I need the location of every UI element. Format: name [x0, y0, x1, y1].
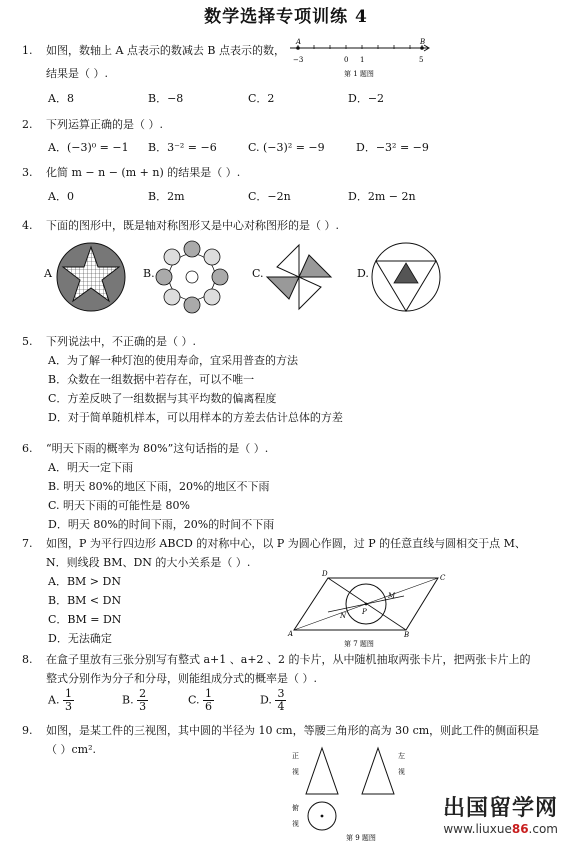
point-n-label: N: [340, 612, 347, 620]
point-a-label: A: [296, 38, 302, 46]
pinwheel-figure: [263, 241, 335, 313]
q7-option-d: D．无法确定: [48, 632, 112, 645]
q4-option-b-label: B.: [143, 267, 155, 280]
parallelogram-figure: [288, 570, 458, 650]
front-view-label-2: 视: [292, 768, 299, 776]
point-p-label: P: [362, 608, 367, 616]
vertex-d-label: D: [322, 570, 328, 578]
three-views-figure: [292, 744, 412, 842]
question-6-stem: “明天下雨的概率为 80%”这句话指的是（ ）.: [46, 442, 269, 455]
q4-option-a-label: A: [44, 267, 52, 280]
number-line-figure: [288, 38, 438, 84]
front-view-label-1: 正: [292, 752, 299, 760]
figure-7-caption: 第 7 题图: [344, 640, 374, 648]
question-7-number: 7.: [22, 537, 33, 550]
question-8-number: 8.: [22, 653, 33, 666]
question-8-stem-line1: 在盒子里放有三张分别写有整式 a+1 、a+2 、2 的卡片，从中随机抽取两张卡片，把两张卡片上的: [46, 653, 531, 666]
question-4-number: 4.: [22, 219, 33, 232]
q3-option-d: D．2m − 2n: [348, 190, 416, 203]
point-b-label: B: [420, 38, 426, 46]
vertex-a-label: A: [288, 630, 294, 638]
q4-option-d-label: D.: [357, 267, 369, 280]
star-in-circle-figure: [55, 241, 127, 313]
q1-option-c: C．2: [248, 92, 275, 105]
axis-label-1: 1: [360, 56, 365, 64]
q2-option-d: D．−3² = −9: [356, 141, 429, 154]
top-view-label-1: 俯: [292, 804, 299, 812]
site-watermark: [443, 795, 558, 838]
ring-of-circles-figure: [156, 241, 228, 313]
q5-option-a: A．为了解一种灯泡的使用寿命，宜采用普查的方法: [48, 354, 298, 367]
q6-option-d: D．明天 80%的时间下雨，20%的时间不下雨: [48, 518, 275, 531]
question-3-stem: 化简 m − n − (m + n) 的结果是（ ）.: [46, 166, 241, 179]
question-9-stem-line2: （ ）cm².: [46, 743, 96, 756]
q1-option-a: A．8: [48, 92, 74, 105]
question-2-number: 2.: [22, 118, 33, 131]
q2-option-c: C. (−3)² = −9: [248, 141, 325, 154]
figure-1-caption: 第 1 题图: [344, 70, 374, 78]
q7-option-c: C．BM = DN: [48, 613, 122, 626]
question-9-number: 9.: [22, 724, 33, 737]
left-view-label-1: 左: [398, 752, 405, 760]
triangle-in-circle-figure: [370, 241, 442, 313]
question-6-number: 6.: [22, 442, 33, 455]
q7-option-a: A．BM > DN: [48, 575, 121, 588]
left-view-label-2: 视: [398, 768, 405, 776]
q8-option-d: D. $\frac{3}{4}$: [260, 687, 285, 714]
q5-option-b: B．众数在一组数据中若存在，可以不唯一: [48, 373, 255, 386]
question-4-stem: 下面的图形中，既是轴对称图形又是中心对称图形的是（ ）.: [46, 219, 339, 232]
q1-option-d: D．−2: [348, 92, 385, 105]
q3-option-c: C．−2n: [248, 190, 291, 203]
q8-option-c: C. $\frac{1}{6}$: [188, 687, 213, 714]
axis-label-neg3: −3: [293, 56, 304, 64]
question-1-stem-line1: 如图，数轴上 A 点表示的数减去 B 点表示的数，: [46, 44, 286, 57]
q6-option-b: B. 明天 80%的地区下雨，20%的地区不下雨: [48, 480, 270, 493]
q7-option-b: B．BM < DN: [48, 594, 122, 607]
q8-option-b: B. $\frac{2}{3}$: [122, 687, 147, 714]
question-1-stem-line2: 结果是（ ）.: [46, 67, 108, 80]
q4-option-c-label: C.: [252, 267, 264, 280]
question-1-number: 1.: [22, 44, 33, 57]
question-7-stem-line1: 如图，P 为平行四边形 ABCD 的对称中心，以 P 为圆心作圆，过 P 的任意直线与圆相交于点 M、: [46, 537, 526, 550]
q3-option-a: A．0: [48, 190, 74, 203]
question-8-stem-line2: 整式分别作为分子和分母，则能组成分式的概率是（ ）.: [46, 672, 317, 685]
vertex-c-label: C: [440, 574, 446, 582]
q6-option-c: C. 明天下雨的可能性是 80%: [48, 499, 190, 512]
page-title: 数学选择专项训练 4: [204, 7, 368, 27]
q5-option-c: C．方差反映了一组数据与其平均数的偏离程度: [48, 392, 277, 405]
q6-option-a: A．明天一定下雨: [48, 461, 133, 474]
question-2-stem: 下列运算正确的是（ ）.: [46, 118, 163, 131]
axis-label-5: 5: [419, 56, 424, 64]
question-9-stem-line1: 如图，是某工件的三视图，其中圆的半径为 10 cm，等腰三角形的高为 30 cm，则此工件的侧面积是: [46, 724, 540, 737]
q2-option-a: A．(−3)⁰ = −1: [48, 141, 129, 154]
figure-9-caption: 第 9 题图: [346, 834, 376, 842]
question-7-stem-line2: N．则线段 BM、DN 的大小关系是（ ）.: [46, 556, 251, 569]
question-3-number: 3.: [22, 166, 33, 179]
question-5-stem: 下列说法中，不正确的是（ ）.: [46, 335, 196, 348]
q3-option-b: B．2m: [148, 190, 185, 203]
q5-option-d: D．对于简单随机样本，可以用样本的方差去估计总体的方差: [48, 411, 343, 424]
q8-option-a: A. $\frac{1}{3}$: [48, 687, 72, 714]
q2-option-b: B．3⁻² = −6: [148, 141, 217, 154]
axis-label-0: 0: [344, 56, 349, 64]
watermark-url: www.liuxue86.com: [443, 822, 558, 836]
top-view-label-2: 视: [292, 820, 299, 828]
vertex-b-label: B: [404, 631, 410, 639]
question-5-number: 5.: [22, 335, 33, 348]
point-m-label: M: [388, 592, 396, 600]
watermark-title: 出国留学网: [442, 795, 558, 821]
q1-option-b: B．−8: [148, 92, 184, 105]
